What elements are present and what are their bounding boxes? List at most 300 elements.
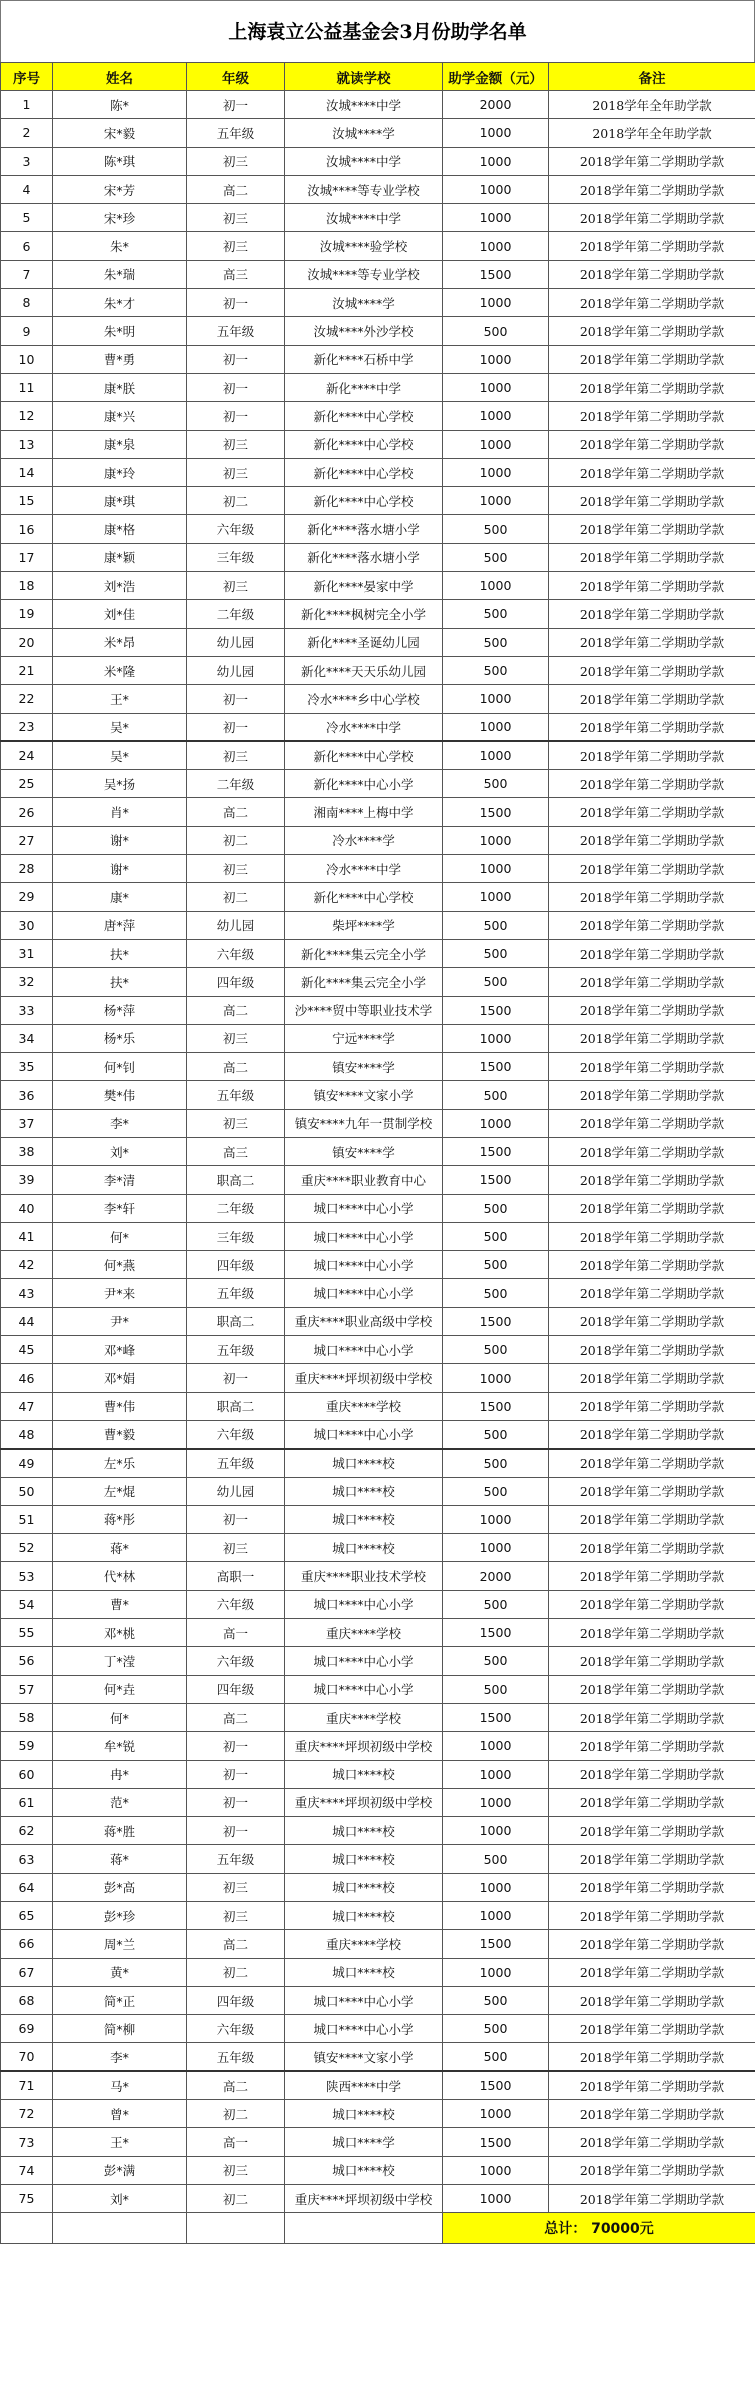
aid-amount: 1500 (443, 798, 549, 826)
aid-amount: 1500 (443, 1392, 549, 1420)
note: 2018学年第二学期助学款 (549, 656, 755, 684)
row-index: 38 (1, 1137, 53, 1165)
row-index: 34 (1, 1024, 53, 1052)
aid-amount: 1000 (443, 1109, 549, 1137)
table-row (1, 1279, 755, 1307)
school: 城口****校 (285, 1817, 443, 1845)
school: 重庆****学校 (285, 1703, 443, 1731)
row-index: 26 (1, 798, 53, 826)
grade: 五年级 (187, 1449, 285, 1477)
aid-amount: 1000 (443, 1364, 549, 1392)
note: 2018学年第二学期助学款 (549, 204, 755, 232)
table-row (1, 260, 755, 288)
note: 2018学年第二学期助学款 (549, 968, 755, 996)
aid-amount: 1500 (443, 1703, 549, 1731)
student-name: 扶* (53, 968, 187, 996)
aid-amount: 1500 (443, 1137, 549, 1165)
table-row (1, 1166, 755, 1194)
row-index: 16 (1, 515, 53, 543)
student-name: 何*燕 (53, 1251, 187, 1279)
table-row (1, 968, 755, 996)
note: 2018学年第二学期助学款 (549, 826, 755, 854)
header-name: 姓名 (53, 63, 187, 91)
student-name: 邓*峰 (53, 1336, 187, 1364)
grade: 高二 (187, 1930, 285, 1958)
school: 城口****中心小学 (285, 1279, 443, 1307)
school: 镇安****学 (285, 1053, 443, 1081)
note: 2018学年第二学期助学款 (549, 2156, 755, 2184)
row-index: 56 (1, 1647, 53, 1675)
row-index: 71 (1, 2071, 53, 2099)
note: 2018学年第二学期助学款 (549, 770, 755, 798)
aid-amount: 1000 (443, 855, 549, 883)
grade: 初三 (187, 232, 285, 260)
row-index: 48 (1, 1420, 53, 1448)
table-row (1, 628, 755, 656)
grade: 幼儿园 (187, 911, 285, 939)
aid-amount: 1000 (443, 2184, 549, 2212)
table-row (1, 2184, 755, 2212)
grade: 初三 (187, 741, 285, 769)
aid-amount: 1000 (443, 2156, 549, 2184)
table-row (1, 1732, 755, 1760)
student-name: 朱*明 (53, 317, 187, 345)
note: 2018学年第二学期助学款 (549, 939, 755, 967)
school: 城口****中心小学 (285, 1251, 443, 1279)
school: 城口****校 (285, 1534, 443, 1562)
school: 新化****中心学校 (285, 487, 443, 515)
student-name: 康*泉 (53, 430, 187, 458)
student-name: 康* (53, 883, 187, 911)
note: 2018学年第二学期助学款 (549, 1562, 755, 1590)
row-index: 66 (1, 1930, 53, 1958)
grade: 幼儿园 (187, 1477, 285, 1505)
grade: 六年级 (187, 515, 285, 543)
total-row (1, 2213, 755, 2244)
aid-amount: 1500 (443, 1307, 549, 1335)
table-row (1, 1477, 755, 1505)
aid-amount: 1500 (443, 260, 549, 288)
row-index: 33 (1, 996, 53, 1024)
student-name: 左*乐 (53, 1449, 187, 1477)
table-row (1, 402, 755, 430)
grade: 二年级 (187, 770, 285, 798)
table-row (1, 939, 755, 967)
note: 2018学年第二学期助学款 (549, 628, 755, 656)
table-row (1, 430, 755, 458)
grade: 职高二 (187, 1307, 285, 1335)
aid-amount: 1000 (443, 572, 549, 600)
table-row (1, 2128, 755, 2156)
note: 2018学年第二学期助学款 (549, 1279, 755, 1307)
table-row (1, 685, 755, 713)
table-row (1, 1788, 755, 1816)
note: 2018学年第二学期助学款 (549, 1647, 755, 1675)
table-row (1, 345, 755, 373)
student-name: 李* (53, 1109, 187, 1137)
school: 镇安****文家小学 (285, 2043, 443, 2071)
aid-amount: 500 (443, 1675, 549, 1703)
school: 重庆****学校 (285, 1392, 443, 1420)
row-index: 65 (1, 1902, 53, 1930)
aid-amount: 500 (443, 1845, 549, 1873)
student-name: 唐*萍 (53, 911, 187, 939)
grade: 初二 (187, 883, 285, 911)
note: 2018学年第二学期助学款 (549, 1817, 755, 1845)
row-index: 4 (1, 175, 53, 203)
student-name: 陈* (53, 91, 187, 119)
total-blank (187, 2213, 285, 2244)
student-name: 刘* (53, 1137, 187, 1165)
row-index: 5 (1, 204, 53, 232)
note: 2018学年第二学期助学款 (549, 741, 755, 769)
note: 2018学年第二学期助学款 (549, 1109, 755, 1137)
school: 重庆****职业技术学校 (285, 1562, 443, 1590)
aid-amount: 1000 (443, 175, 549, 203)
grade: 初一 (187, 289, 285, 317)
student-name: 彭*高 (53, 1873, 187, 1901)
aid-amount: 1000 (443, 685, 549, 713)
school: 陕西****中学 (285, 2071, 443, 2099)
student-name: 米*隆 (53, 656, 187, 684)
student-name: 康*玲 (53, 458, 187, 486)
school: 新化****圣诞幼儿园 (285, 628, 443, 656)
header-amount: 助学金额（元） (443, 63, 549, 91)
table-row (1, 204, 755, 232)
note: 2018学年第二学期助学款 (549, 1986, 755, 2014)
row-index: 69 (1, 2015, 53, 2043)
school: 城口****中心小学 (285, 1675, 443, 1703)
row-index: 28 (1, 855, 53, 883)
school: 城口****学 (285, 2128, 443, 2156)
grade: 五年级 (187, 317, 285, 345)
table-row (1, 1590, 755, 1618)
row-index: 46 (1, 1364, 53, 1392)
aid-amount: 500 (443, 1986, 549, 2014)
table-row (1, 1930, 755, 1958)
school: 新化****集云完全小学 (285, 968, 443, 996)
aid-amount: 500 (443, 1477, 549, 1505)
aid-amount: 500 (443, 2043, 549, 2071)
note: 2018学年第二学期助学款 (549, 2184, 755, 2212)
student-name: 曹*毅 (53, 1420, 187, 1448)
grade: 职高二 (187, 1392, 285, 1420)
aid-amount: 1000 (443, 147, 549, 175)
school: 汝城****等专业学校 (285, 175, 443, 203)
aid-amount: 500 (443, 968, 549, 996)
header-note: 备注 (549, 63, 755, 91)
aid-amount: 1000 (443, 2100, 549, 2128)
aid-amount: 500 (443, 1449, 549, 1477)
student-name: 刘*浩 (53, 572, 187, 600)
student-name: 简*正 (53, 1986, 187, 2014)
row-index: 32 (1, 968, 53, 996)
grade: 初三 (187, 430, 285, 458)
row-index: 2 (1, 119, 53, 147)
row-index: 7 (1, 260, 53, 288)
table-row (1, 600, 755, 628)
grade: 高一 (187, 1619, 285, 1647)
note: 2018学年第二学期助学款 (549, 345, 755, 373)
row-index: 25 (1, 770, 53, 798)
table-row (1, 572, 755, 600)
aid-amount: 1000 (443, 1788, 549, 1816)
grade: 初三 (187, 458, 285, 486)
note: 2018学年第二学期助学款 (549, 2100, 755, 2128)
row-index: 9 (1, 317, 53, 345)
school: 城口****校 (285, 1449, 443, 1477)
table-row (1, 1222, 755, 1250)
grade: 初一 (187, 1505, 285, 1533)
school: 汝城****中学 (285, 91, 443, 119)
student-name: 曹* (53, 1590, 187, 1618)
student-name: 樊*伟 (53, 1081, 187, 1109)
grade: 高二 (187, 2071, 285, 2099)
grade: 初三 (187, 204, 285, 232)
row-index: 3 (1, 147, 53, 175)
aid-amount: 1000 (443, 289, 549, 317)
student-name: 周*兰 (53, 1930, 187, 1958)
school: 冷水****中学 (285, 855, 443, 883)
table-row (1, 458, 755, 486)
grade: 二年级 (187, 600, 285, 628)
school: 宁远****学 (285, 1024, 443, 1052)
grade: 初二 (187, 826, 285, 854)
note: 2018学年第二学期助学款 (549, 543, 755, 571)
grade: 六年级 (187, 2015, 285, 2043)
table-row (1, 515, 755, 543)
table-row (1, 1675, 755, 1703)
aid-amount: 500 (443, 1590, 549, 1618)
aid-amount: 1000 (443, 232, 549, 260)
school: 湘南****上梅中学 (285, 798, 443, 826)
grade: 二年级 (187, 1194, 285, 1222)
header-index: 序号 (1, 63, 53, 91)
school: 新化****石桥中学 (285, 345, 443, 373)
student-name: 宋*毅 (53, 119, 187, 147)
school: 重庆****坪坝初级中学校 (285, 1732, 443, 1760)
row-index: 10 (1, 345, 53, 373)
note: 2018学年第二学期助学款 (549, 232, 755, 260)
aid-amount: 500 (443, 1647, 549, 1675)
school: 重庆****职业教育中心 (285, 1166, 443, 1194)
student-name: 曹*伟 (53, 1392, 187, 1420)
student-name: 邓*娟 (53, 1364, 187, 1392)
table-row (1, 289, 755, 317)
grade: 初一 (187, 1788, 285, 1816)
aid-amount: 1000 (443, 1534, 549, 1562)
student-name: 李* (53, 2043, 187, 2071)
row-index: 70 (1, 2043, 53, 2071)
grade: 三年级 (187, 1222, 285, 1250)
note: 2018学年第二学期助学款 (549, 572, 755, 600)
note: 2018学年第二学期助学款 (549, 458, 755, 486)
row-index: 31 (1, 939, 53, 967)
grade: 四年级 (187, 1986, 285, 2014)
table-row (1, 1817, 755, 1845)
grade: 五年级 (187, 1081, 285, 1109)
row-index: 42 (1, 1251, 53, 1279)
table-row (1, 996, 755, 1024)
row-index: 15 (1, 487, 53, 515)
row-index: 72 (1, 2100, 53, 2128)
student-name: 米*昂 (53, 628, 187, 656)
note: 2018学年第二学期助学款 (549, 1958, 755, 1986)
table-row (1, 1364, 755, 1392)
aid-amount: 1500 (443, 1053, 549, 1081)
aid-amount: 1000 (443, 458, 549, 486)
student-name: 李*轩 (53, 1194, 187, 1222)
aid-amount: 1000 (443, 1024, 549, 1052)
table-row (1, 1081, 755, 1109)
aid-amount: 1000 (443, 204, 549, 232)
aid-amount: 1000 (443, 1958, 549, 1986)
school: 冷水****学 (285, 826, 443, 854)
school: 汝城****学 (285, 119, 443, 147)
school: 重庆****坪坝初级中学校 (285, 2184, 443, 2212)
note: 2018学年第二学期助学款 (549, 1619, 755, 1647)
grade: 初三 (187, 147, 285, 175)
school: 重庆****坪坝初级中学校 (285, 1364, 443, 1392)
aid-amount: 1000 (443, 1505, 549, 1533)
table-row (1, 487, 755, 515)
school: 新化****中心学校 (285, 741, 443, 769)
school: 汝城****中学 (285, 147, 443, 175)
row-index: 36 (1, 1081, 53, 1109)
student-name: 彭*珍 (53, 1902, 187, 1930)
note: 2018学年第二学期助学款 (549, 1477, 755, 1505)
grade: 高职一 (187, 1562, 285, 1590)
row-index: 67 (1, 1958, 53, 1986)
grade: 四年级 (187, 1675, 285, 1703)
school: 沙****贸中等职业技术学 (285, 996, 443, 1024)
note: 2018学年第二学期助学款 (549, 147, 755, 175)
grade: 初二 (187, 2100, 285, 2128)
school: 汝城****等专业学校 (285, 260, 443, 288)
table-row (1, 1986, 755, 2014)
aid-amount: 1000 (443, 1760, 549, 1788)
student-name: 谢* (53, 855, 187, 883)
note: 2018学年第二学期助学款 (549, 883, 755, 911)
row-index: 61 (1, 1788, 53, 1816)
student-name: 左*焜 (53, 1477, 187, 1505)
grade: 五年级 (187, 1279, 285, 1307)
grade: 初三 (187, 855, 285, 883)
note: 2018学年第二学期助学款 (549, 1675, 755, 1703)
aid-amount: 1500 (443, 2128, 549, 2156)
student-name: 代*林 (53, 1562, 187, 1590)
grade: 初三 (187, 1534, 285, 1562)
row-index: 37 (1, 1109, 53, 1137)
table-row (1, 1449, 755, 1477)
student-name: 牟*锐 (53, 1732, 187, 1760)
note: 2018学年第二学期助学款 (549, 1534, 755, 1562)
aid-amount: 1000 (443, 826, 549, 854)
row-index: 54 (1, 1590, 53, 1618)
total-amount: 总计： 70000元 (443, 2213, 755, 2244)
table-row (1, 2015, 755, 2043)
school: 城口****校 (285, 1873, 443, 1901)
student-name: 杨*萍 (53, 996, 187, 1024)
note: 2018学年第二学期助学款 (549, 1194, 755, 1222)
student-name: 刘*佳 (53, 600, 187, 628)
student-name: 康*朕 (53, 373, 187, 401)
student-name: 丁*滢 (53, 1647, 187, 1675)
aid-amount: 500 (443, 1194, 549, 1222)
row-index: 11 (1, 373, 53, 401)
table-row (1, 1760, 755, 1788)
school: 新化****集云完全小学 (285, 939, 443, 967)
student-name: 马* (53, 2071, 187, 2099)
grade: 初一 (187, 1817, 285, 1845)
student-name: 王* (53, 2128, 187, 2156)
aid-amount: 500 (443, 1081, 549, 1109)
grade: 高二 (187, 1703, 285, 1731)
school: 重庆****学校 (285, 1930, 443, 1958)
note: 2018学年第二学期助学款 (549, 1222, 755, 1250)
student-name: 简*柳 (53, 2015, 187, 2043)
school: 汝城****学 (285, 289, 443, 317)
row-index: 22 (1, 685, 53, 713)
aid-amount: 1500 (443, 1166, 549, 1194)
note: 2018学年全年助学款 (549, 91, 755, 119)
table-row (1, 1053, 755, 1081)
table-row (1, 656, 755, 684)
row-index: 73 (1, 2128, 53, 2156)
note: 2018学年第二学期助学款 (549, 2071, 755, 2099)
student-name: 宋*珍 (53, 204, 187, 232)
aid-amount: 1000 (443, 487, 549, 515)
row-index: 50 (1, 1477, 53, 1505)
total-blank (1, 2213, 53, 2244)
grade: 初一 (187, 345, 285, 373)
school: 重庆****学校 (285, 1619, 443, 1647)
school: 新化****落水塘小学 (285, 543, 443, 571)
note: 2018学年第二学期助学款 (549, 175, 755, 203)
row-index: 60 (1, 1760, 53, 1788)
school: 城口****校 (285, 1760, 443, 1788)
sheet-title: 上海袁立公益基金会3月份助学名单 (0, 0, 755, 62)
aid-amount: 500 (443, 600, 549, 628)
row-index: 14 (1, 458, 53, 486)
row-index: 8 (1, 289, 53, 317)
aid-amount: 1500 (443, 1930, 549, 1958)
note: 2018学年第二学期助学款 (549, 1930, 755, 1958)
school: 新化****中心小学 (285, 770, 443, 798)
student-name: 何*垚 (53, 1675, 187, 1703)
row-index: 27 (1, 826, 53, 854)
school: 城口****中心小学 (285, 1420, 443, 1448)
table-row (1, 770, 755, 798)
table-row (1, 1392, 755, 1420)
note: 2018学年第二学期助学款 (549, 1873, 755, 1901)
school: 城口****中心小学 (285, 1194, 443, 1222)
row-index: 75 (1, 2184, 53, 2212)
note: 2018学年第二学期助学款 (549, 1392, 755, 1420)
table-row (1, 317, 755, 345)
school: 汝城****验学校 (285, 232, 443, 260)
student-name: 黄* (53, 1958, 187, 1986)
aid-amount: 500 (443, 1279, 549, 1307)
student-name: 尹* (53, 1307, 187, 1335)
table-row (1, 1024, 755, 1052)
note: 2018学年第二学期助学款 (549, 1788, 755, 1816)
student-name: 蒋*胜 (53, 1817, 187, 1845)
student-name: 何*钊 (53, 1053, 187, 1081)
note: 2018学年第二学期助学款 (549, 487, 755, 515)
table-row (1, 855, 755, 883)
grade: 初二 (187, 487, 285, 515)
